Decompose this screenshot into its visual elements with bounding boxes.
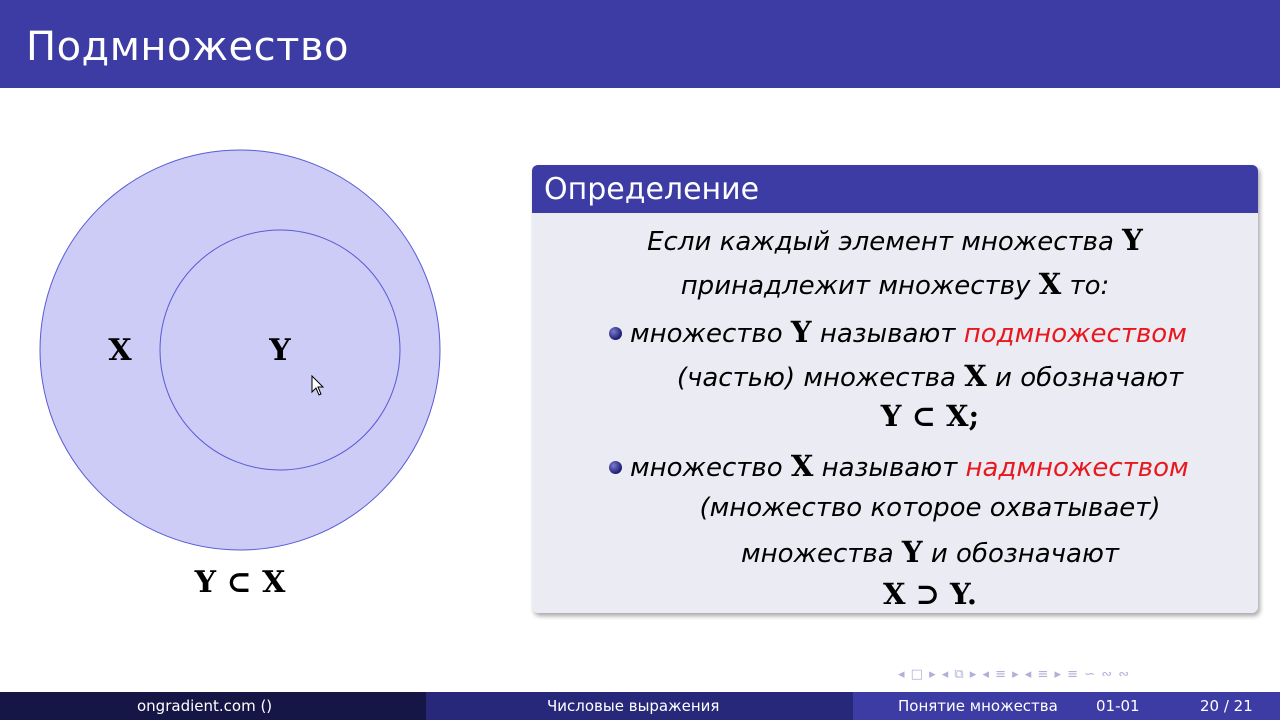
intro-line-2: принадлежит множеству X то:: [680, 267, 1110, 301]
footer-code: 01-01: [1096, 697, 1140, 715]
page-counter: 20 / 21: [1200, 697, 1253, 715]
superset-notation: X ⊃ Y.: [882, 577, 978, 611]
bullet-2-line-3: множества Y и обозначают: [741, 535, 1119, 569]
bullet-2-line-1: множество X называют надмножеством: [630, 449, 1189, 483]
bullet-2-line-2: (множество которое охватывает): [699, 493, 1161, 523]
slide-title: Подмножество: [26, 24, 349, 70]
footer-info: [853, 692, 1280, 720]
definition-title: Определение: [532, 165, 1258, 213]
footer-topic: Понятие множества: [898, 697, 1058, 715]
slide-header: [0, 0, 1280, 88]
bullet-1-line-2: (частью) множества X и обозначают: [676, 359, 1184, 393]
beamer-navigation-icons[interactable]: ◂ □ ▸ ◂ ⧉ ▸ ◂ ≡ ▸ ◂ ≡ ▸ ≡ ∽ ∾ ∾: [898, 667, 1131, 682]
definition-block: [532, 165, 1258, 613]
subset-caption: Y ⊂ X: [194, 565, 286, 600]
footer-section: [426, 692, 853, 720]
subset-notation: Y ⊂ X;: [880, 399, 980, 433]
venn-diagram: [0, 120, 480, 560]
footer-author: [0, 692, 426, 720]
bullet-icon: [609, 461, 622, 474]
footer-section-text: Числовые выражения: [547, 697, 720, 715]
bullet-1-line-1: множество Y называют подмножеством: [630, 315, 1187, 349]
footer-author-text: ongradient.com (): [137, 697, 273, 715]
bullet-icon: [609, 327, 622, 340]
slide-footer: [0, 692, 1280, 720]
inner-set-label: Y: [269, 333, 291, 368]
outer-set-label: X: [108, 333, 132, 368]
intro-line-1: Если каждый элемент множества Y: [647, 223, 1143, 257]
